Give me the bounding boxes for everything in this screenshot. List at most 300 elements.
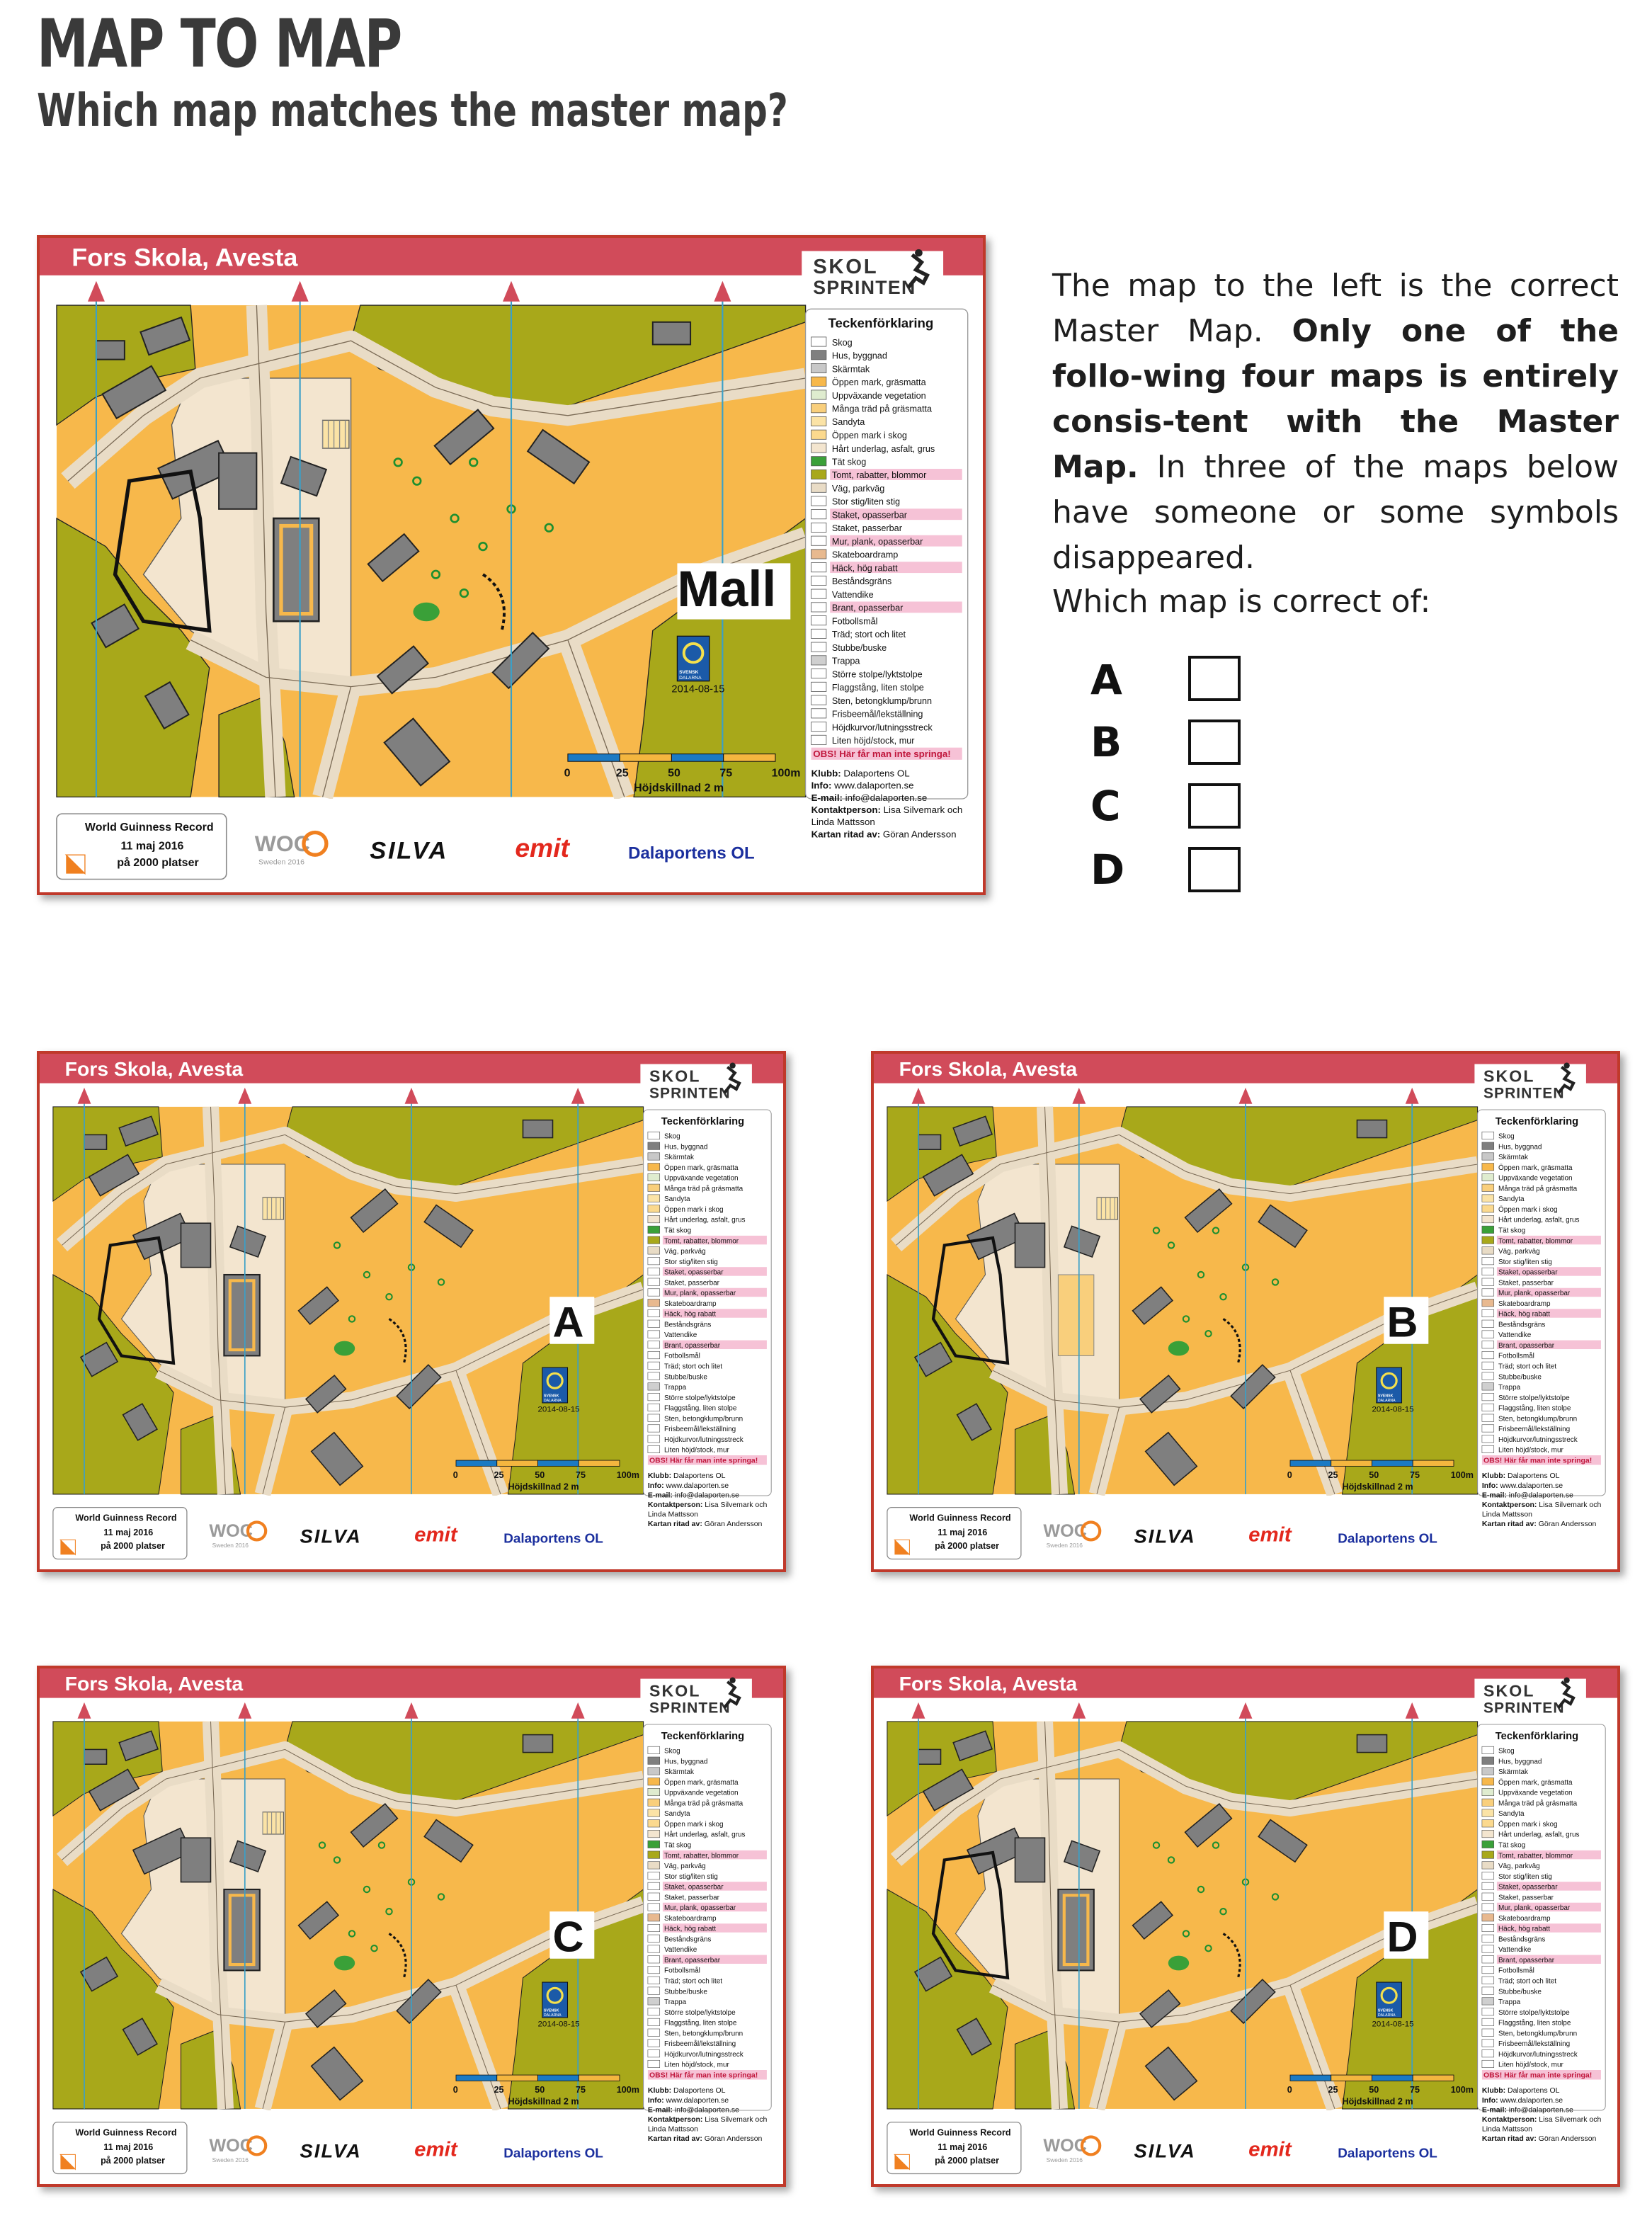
svg-text:11 maj 2016: 11 maj 2016: [103, 2142, 154, 2153]
scale-tick-label: 50: [535, 1470, 545, 1481]
info-line: Info: www.dalaporten.se: [1481, 1482, 1563, 1490]
map-date: 2014-08-15: [537, 1405, 580, 1414]
svg-text:SKOL: SKOL: [813, 256, 879, 279]
skolsprinten-logo: [640, 1062, 752, 1102]
svg-text:DALARNA: DALARNA: [1377, 2013, 1396, 2018]
legend-item-label: Skateboardramp: [664, 1914, 717, 1923]
legend-item-label: Beståndsgräns: [831, 576, 892, 587]
svg-text:Sweden 2016: Sweden 2016: [212, 1541, 249, 1549]
legend-item-label: Fotbollsmål: [1498, 1967, 1534, 1975]
legend-title: Teckenförklaring: [661, 1115, 745, 1127]
legend-item-label: Mur, plank, opasserbar: [664, 1904, 736, 1913]
legend-item-label: Skateboardramp: [1498, 1300, 1551, 1308]
legend-item-label: Skärmtak: [664, 1154, 695, 1162]
legend-item-label: Liten höjd/stock, mur: [1498, 1446, 1563, 1455]
info-line: E-mail: info@dalaporten.se: [1481, 1491, 1573, 1500]
legend-item-label: Uppväxande vegetation: [1498, 1789, 1573, 1797]
scale-tick-label: 25: [494, 1470, 504, 1481]
legend-item-label: Vattendike: [831, 589, 874, 600]
legend-item-label: Stor stig/liten stig: [664, 1258, 718, 1266]
legend-swatch: [648, 1331, 660, 1338]
instructions-part2: Only one of the follo-wing four maps is entirely consis-tent with the Master Map.: [1052, 313, 1619, 485]
svg-text:SKOL: SKOL: [649, 1681, 701, 1700]
svg-text:SPRINTEN: SPRINTEN: [813, 277, 916, 299]
info-line: Kartan ritad av: Göran Andersson: [647, 2134, 763, 2143]
legend-panel: [644, 1724, 772, 2110]
option-b-checkbox[interactable]: [1188, 720, 1241, 765]
legend-swatch: [648, 1914, 660, 1921]
legend-item-label: Brant, opasserbar: [1498, 1341, 1555, 1350]
legend-item-label: Stubbe/buske: [664, 1373, 707, 1382]
info-line: E-mail: info@dalaporten.se: [1481, 2106, 1573, 2115]
legend-swatch: [648, 1893, 660, 1900]
legend-swatch: [1482, 1195, 1494, 1202]
legend-swatch: [648, 1830, 660, 1837]
svg-text:WOC: WOC: [1043, 1521, 1087, 1542]
scale-tick-label: 0: [452, 2085, 458, 2095]
legend-swatch: [648, 2040, 660, 2047]
guinness-record-box: [57, 814, 227, 879]
legend-item-label: Brant, opasserbar: [664, 1341, 721, 1350]
legend-item-label: Stubbe/buske: [1498, 1373, 1542, 1382]
legend-swatch: [1482, 1257, 1494, 1264]
legend-item-label: Uppväxande vegetation: [664, 1174, 739, 1183]
legend-item-label: Stubbe/buske: [831, 642, 887, 653]
dalaportens-logo: Dalaportens OL: [628, 843, 755, 863]
legend-item-label: Stubbe/buske: [1498, 1988, 1542, 1996]
legend-swatch: [1482, 1278, 1494, 1285]
legend-item-label: Frisbeemål/lekställning: [664, 1426, 736, 1434]
legend-item-label: Tomt, rabatter, blommor: [1498, 1852, 1573, 1860]
legend-swatch: [811, 695, 826, 705]
legend-item-label: Hus, byggnad: [664, 1758, 708, 1766]
legend-swatch: [811, 390, 826, 399]
legend-swatch: [1482, 1956, 1494, 1963]
scale-tick-label: 25: [1328, 2085, 1338, 2095]
legend-swatch: [1482, 2040, 1494, 2047]
legend-swatch: [648, 1383, 660, 1390]
silva-logo: SILVA: [370, 837, 449, 865]
legend-swatch: [648, 1435, 660, 1443]
option-a-checkbox[interactable]: [1188, 656, 1241, 701]
legend-item-label: Skärmtak: [664, 1768, 695, 1777]
svg-text:på 2000 platser: på 2000 platser: [101, 1540, 166, 1551]
legend-item-label: Sten, betongklump/brunn: [1498, 2030, 1578, 2038]
legend-swatch: [1482, 1173, 1494, 1181]
legend-swatch: [648, 1998, 660, 2005]
legend-swatch: [811, 363, 826, 372]
legend-item-label: Flaggstång, liten stolpe: [1498, 2019, 1571, 2028]
svensk-orientering-badge: [677, 636, 709, 681]
map-title: Fors Skola, Avesta: [899, 1672, 1078, 1695]
map-title: Fors Skola, Avesta: [64, 1057, 244, 1081]
legend-swatch: [811, 457, 826, 466]
svensk-orientering-badge: [542, 1982, 568, 2018]
legend-item-label: Frisbeemål/lekställning: [664, 2040, 736, 2049]
legend-swatch: [648, 2060, 660, 2067]
svg-text:Sweden 2016: Sweden 2016: [212, 2156, 249, 2163]
legend-swatch: [811, 496, 826, 506]
legend-item-label: Flaggstång, liten stolpe: [831, 683, 924, 693]
legend-item-label: Mur, plank, opasserbar: [831, 537, 923, 547]
map-b[interactable]: [871, 1051, 1620, 1572]
instructions-part3: In three of the maps below have someone or some symbols disappeared.: [1052, 449, 1619, 576]
legend-swatch: [648, 1851, 660, 1858]
legend-swatch: [648, 1257, 660, 1264]
page-subtitle: Which map matches the master map?: [37, 85, 788, 137]
legend-swatch: [1482, 2029, 1494, 2036]
legend-item-label: Staket, passerbar: [664, 1279, 720, 1287]
legend-swatch: [1482, 1153, 1494, 1160]
info-line: Klubb: Dalaportens OL: [647, 1472, 726, 1481]
svg-text:11 maj 2016: 11 maj 2016: [120, 840, 184, 853]
svg-text:SPRINTEN: SPRINTEN: [649, 1085, 731, 1102]
legend-swatch: [648, 1300, 660, 1307]
legend-item-label: Öppen mark, gräsmatta: [1498, 1778, 1573, 1787]
svg-text:på 2000 platser: på 2000 platser: [935, 2155, 1000, 2166]
master-map: [37, 235, 986, 895]
map-a[interactable]: [37, 1051, 786, 1572]
svg-text:Sweden 2016: Sweden 2016: [1046, 1541, 1083, 1549]
legend-swatch: [811, 629, 826, 638]
legend-item-label: Uppväxande vegetation: [664, 1789, 739, 1797]
legend-swatch: [648, 1768, 660, 1775]
svensk-orientering-badge: [1377, 1982, 1402, 2018]
legend-item-label: Trappa: [1498, 1998, 1521, 2007]
legend-warning: OBS! Här får man inte springa!: [1483, 2071, 1593, 2080]
legend-swatch: [648, 1164, 660, 1171]
legend-swatch: [1482, 1351, 1494, 1358]
option-a-label: A: [1090, 656, 1122, 704]
legend-item-label: Vattendike: [664, 1946, 697, 1955]
legend-swatch: [648, 1757, 660, 1764]
orienteering-map: [887, 1702, 1478, 2109]
map-title: Fors Skola, Avesta: [899, 1057, 1078, 1081]
scale-tick-label: 50: [668, 767, 680, 780]
legend-panel: [1478, 1110, 1606, 1496]
legend-swatch: [811, 616, 826, 625]
legend-item-label: Häck, hög rabatt: [664, 1310, 717, 1319]
legend-swatch: [1482, 2018, 1494, 2025]
legend-swatch: [1482, 1830, 1494, 1837]
legend-swatch: [811, 430, 826, 439]
info-line: Linda Mattsson: [647, 2125, 699, 2134]
info-line: Info: www.dalaporten.se: [811, 780, 914, 791]
dalaportens-logo: Dalaportens OL: [1338, 1530, 1437, 1546]
map-title: Fors Skola, Avesta: [64, 1672, 244, 1695]
svg-text:SKOL: SKOL: [1483, 1067, 1535, 1086]
option-d-checkbox[interactable]: [1188, 847, 1241, 892]
legend-swatch: [648, 1809, 660, 1816]
legend-swatch: [1482, 1372, 1494, 1380]
legend-item-label: Stor stig/liten stig: [1498, 1872, 1552, 1881]
legend-swatch: [1482, 1404, 1494, 1411]
legend-item-label: Trappa: [664, 1384, 687, 1392]
scale-tick-label: 50: [1369, 2085, 1379, 2095]
legend-swatch: [648, 1987, 660, 1994]
option-c-checkbox[interactable]: [1188, 783, 1241, 829]
legend-item-label: Skateboardramp: [831, 550, 899, 560]
legend-item-label: Trappa: [1498, 1384, 1521, 1392]
legend-swatch: [1482, 1362, 1494, 1369]
scale-tick-label: 75: [719, 767, 733, 780]
legend-item-label: Staket, passerbar: [664, 1894, 720, 1902]
legend-item-label: Trappa: [831, 656, 860, 666]
instructions-text: [1052, 263, 1619, 581]
legend-item-label: Brant, opasserbar: [1498, 1956, 1555, 1964]
legend-swatch: [1482, 1331, 1494, 1338]
info-line: Linda Mattsson: [1481, 1511, 1533, 1519]
legend-title: Teckenförklaring: [661, 1730, 745, 1742]
legend-item-label: Skärmtak: [831, 364, 870, 375]
legend-item-label: Trappa: [664, 1998, 687, 2007]
legend-swatch: [1482, 1236, 1494, 1244]
legend-swatch: [1482, 1924, 1494, 1931]
legend-swatch: [811, 709, 826, 718]
svg-text:SPRINTEN: SPRINTEN: [1483, 1700, 1565, 1717]
legend-item-label: Öppen mark, gräsmatta: [831, 377, 926, 388]
svg-text:WOC: WOC: [254, 831, 310, 856]
info-line: Klubb: Dalaportens OL: [1481, 2087, 1560, 2095]
info-line: Linda Mattsson: [811, 817, 875, 828]
legend-swatch: [1482, 1393, 1494, 1400]
svg-text:SKOL: SKOL: [649, 1067, 701, 1086]
legend-item-label: Staket, opasserbar: [1498, 1883, 1558, 1892]
legend-swatch: [1482, 1799, 1494, 1806]
legend-swatch: [648, 1247, 660, 1254]
map-date: 2014-08-15: [671, 683, 725, 695]
legend-item-label: Skog: [664, 1747, 680, 1756]
legend-swatch: [648, 1872, 660, 1879]
scale-tick-label: 100m: [1450, 1470, 1474, 1481]
legend-swatch: [648, 2018, 660, 2025]
legend-item-label: Höjdkurvor/lutningsstreck: [1498, 1435, 1578, 1444]
legend-swatch: [648, 1341, 660, 1348]
guinness-record-box: [887, 1508, 1021, 1559]
legend-item-label: Hårt underlag, asfalt, grus: [1498, 1216, 1580, 1224]
silva-logo: SILVA: [1134, 2139, 1196, 2162]
legend-warning: OBS! Här får man inte springa!: [813, 748, 951, 759]
svg-text:SPRINTEN: SPRINTEN: [1483, 1085, 1565, 1102]
scale-tick-label: 0: [564, 767, 571, 780]
legend-item-label: Sten, betongklump/brunn: [1498, 1415, 1578, 1423]
legend-swatch: [1482, 1320, 1494, 1327]
legend-item-label: Sandyta: [1498, 1810, 1525, 1819]
scale-tick-label: 75: [576, 1470, 586, 1481]
legend-item-label: Mur, plank, opasserbar: [1498, 1904, 1571, 1913]
legend-swatch: [811, 443, 826, 453]
legend-swatch: [1482, 2060, 1494, 2067]
legend-item-label: Öppen mark, gräsmatta: [1498, 1164, 1573, 1172]
legend-swatch: [648, 1882, 660, 1889]
legend-swatch: [648, 1935, 660, 1942]
skolsprinten-logo: [1474, 1062, 1586, 1102]
legend-item-label: Beståndsgräns: [664, 1935, 712, 1944]
legend-swatch: [648, 1320, 660, 1327]
scale-tick-label: 50: [1369, 1470, 1379, 1481]
legend-item-label: Öppen mark, gräsmatta: [664, 1778, 739, 1787]
instructions-part1: The map to the left is the correct Master Map.: [1052, 268, 1619, 349]
legend-swatch: [811, 642, 826, 652]
legend-item-label: Brant, opasserbar: [664, 1956, 721, 1964]
map-c[interactable]: [37, 1666, 786, 2187]
info-line: Info: www.dalaporten.se: [647, 1482, 729, 1490]
legend-swatch: [811, 563, 826, 572]
legend-swatch: [811, 483, 826, 492]
legend-item-label: Väg, parkväg: [1498, 1862, 1540, 1871]
legend-swatch: [811, 576, 826, 585]
legend-swatch: [648, 1956, 660, 1963]
legend-swatch: [1482, 1872, 1494, 1879]
scale-caption: Höjdskillnad 2 m: [1342, 2096, 1413, 2107]
emit-logo: emit: [414, 1523, 457, 1547]
legend-swatch: [1482, 1383, 1494, 1390]
option-c-label: C: [1090, 782, 1121, 830]
orienteering-map: [53, 1702, 644, 2109]
legend-swatch: [1482, 1164, 1494, 1171]
legend-item-label: Öppen mark i skog: [831, 431, 907, 440]
legend-item-label: Tät skog: [831, 457, 867, 467]
legend-item-label: Staket, opasserbar: [664, 1268, 724, 1277]
legend-swatch: [811, 656, 826, 665]
scale-tick-label: 75: [1410, 2085, 1420, 2095]
orienteering-map: [57, 281, 806, 797]
silva-logo: SILVA: [300, 2139, 362, 2162]
legend-item-label: Skog: [664, 1132, 680, 1141]
legend-item-label: Höjdkurvor/lutningsstreck: [664, 1435, 744, 1444]
legend-item-label: Mur, plank, opasserbar: [664, 1290, 736, 1298]
legend-swatch: [648, 1236, 660, 1244]
legend-item-label: Väg, parkväg: [664, 1248, 706, 1256]
map-date: 2014-08-15: [1372, 1405, 1414, 1414]
silva-logo: SILVA: [1134, 1525, 1196, 1547]
legend-item-label: Tät skog: [1498, 1841, 1526, 1850]
legend-swatch: [1482, 1893, 1494, 1900]
option-d-label: D: [1090, 846, 1125, 894]
scale-caption: Höjdskillnad 2 m: [508, 2096, 579, 2107]
legend-item-label: Liten höjd/stock, mur: [664, 2061, 729, 2069]
legend-swatch: [1482, 1998, 1494, 2005]
legend-swatch: [648, 1445, 660, 1452]
legend-swatch: [648, 1215, 660, 1222]
legend-swatch: [1482, 1205, 1494, 1212]
legend-swatch: [1482, 1882, 1494, 1889]
scale-tick-label: 100m: [616, 1470, 640, 1481]
scale-tick-label: 25: [615, 767, 629, 780]
legend-item-label: Skateboardramp: [664, 1300, 717, 1308]
legend-item-label: Staket, opasserbar: [1498, 1268, 1558, 1277]
legend-swatch: [648, 1173, 660, 1181]
svg-text:11 maj 2016: 11 maj 2016: [938, 2142, 988, 2153]
info-line: E-mail: info@dalaporten.se: [647, 1491, 739, 1500]
legend-item-label: Hus, byggnad: [664, 1143, 708, 1151]
svg-text:World Guinness Record: World Guinness Record: [909, 1513, 1011, 1523]
info-line: Kontaktperson: Lisa Silvemark och: [1481, 2115, 1602, 2124]
legend-swatch: [1482, 1977, 1494, 1984]
info-line: E-mail: info@dalaporten.se: [811, 792, 928, 803]
legend-swatch: [1482, 1809, 1494, 1816]
legend-item-label: Flaggstång, liten stolpe: [664, 2019, 737, 2028]
legend-swatch: [648, 1778, 660, 1785]
legend-item-label: Tät skog: [664, 1841, 692, 1850]
dalaportens-logo: Dalaportens OL: [503, 2145, 603, 2161]
legend-swatch: [1482, 1414, 1494, 1421]
legend-item-label: Tomt, rabatter, blommor: [1498, 1237, 1573, 1246]
legend-item-label: Öppen mark i skog: [664, 1821, 724, 1829]
legend-item-label: Häck, hög rabatt: [831, 563, 898, 574]
scale-tick-label: 0: [1287, 1470, 1292, 1481]
legend-swatch: [1482, 1820, 1494, 1827]
legend-swatch: [1482, 1768, 1494, 1775]
info-line: Info: www.dalaporten.se: [647, 2096, 729, 2105]
legend-item-label: Staket, passerbar: [1498, 1279, 1554, 1287]
orienteering-map: [53, 1088, 644, 1494]
legend-item-label: Höjdkurvor/lutningsstreck: [664, 2050, 744, 2059]
legend-item-label: Vattendike: [1498, 1946, 1532, 1955]
legend-item-label: Uppväxande vegetation: [1498, 1174, 1573, 1183]
scale-caption: Höjdskillnad 2 m: [634, 782, 724, 795]
guinness-record-box: [53, 2122, 187, 2174]
legend-item-label: Beståndsgräns: [1498, 1321, 1546, 1329]
legend-item-label: Staket, passerbar: [1498, 1894, 1554, 1902]
legend-item-label: Flaggstång, liten stolpe: [1498, 1404, 1571, 1413]
legend-item-label: Stor stig/liten stig: [831, 496, 901, 507]
legend-item-label: Stor stig/liten stig: [1498, 1258, 1552, 1266]
legend-item-label: Öppen mark i skog: [1498, 1821, 1558, 1829]
legend-swatch: [648, 1362, 660, 1369]
legend-swatch: [648, 2029, 660, 2036]
svg-text:på 2000 platser: på 2000 platser: [117, 857, 199, 870]
legend-item-label: Liten höjd/stock, mur: [664, 1446, 729, 1455]
legend-item-label: Frisbeemål/lekställning: [831, 709, 923, 720]
svg-text:World Guinness Record: World Guinness Record: [84, 821, 214, 834]
legend-item-label: Skog: [1498, 1132, 1515, 1141]
svg-text:World Guinness Record: World Guinness Record: [75, 2127, 177, 2138]
legend-swatch: [1482, 1445, 1494, 1452]
legend-item-label: Tomt, rabatter, blommor: [664, 1852, 739, 1860]
svg-text:SPRINTEN: SPRINTEN: [649, 1700, 731, 1717]
legend-swatch: [1482, 1341, 1494, 1348]
info-line: Linda Mattsson: [647, 1511, 699, 1519]
svensk-orientering-badge: [1377, 1367, 1402, 1403]
legend-item-label: Skateboardramp: [1498, 1914, 1551, 1923]
emit-logo: emit: [1248, 1523, 1292, 1547]
legend-swatch: [648, 1862, 660, 1869]
legend-swatch: [1482, 1841, 1494, 1848]
svg-text:11 maj 2016: 11 maj 2016: [103, 1528, 154, 1538]
map-d[interactable]: [871, 1666, 1620, 2187]
legend-swatch: [811, 735, 826, 744]
info-line: Kontaktperson: Lisa Silvemark och: [647, 2115, 768, 2124]
legend-item-label: Hus, byggnad: [831, 351, 887, 361]
legend-swatch: [648, 1966, 660, 1973]
legend-item-label: Vattendike: [664, 1331, 697, 1340]
legend-title: Teckenförklaring: [1495, 1730, 1579, 1742]
option-b-label: B: [1090, 718, 1122, 766]
legend-swatch: [648, 2008, 660, 2015]
legend-item-label: Häck, hög rabatt: [664, 1925, 717, 1933]
legend-panel: [806, 309, 968, 799]
svg-text:på 2000 platser: på 2000 platser: [935, 1540, 1000, 1551]
emit-logo: emit: [515, 832, 569, 863]
legend-swatch: [648, 1945, 660, 1952]
info-line: Kartan ritad av: Göran Andersson: [647, 1520, 763, 1528]
svg-text:Sweden 2016: Sweden 2016: [1046, 2156, 1083, 2163]
legend-swatch: [1482, 1914, 1494, 1921]
legend-item-label: Staket, opasserbar: [664, 1883, 724, 1892]
legend-swatch: [811, 416, 826, 426]
svg-text:World Guinness Record: World Guinness Record: [75, 1513, 177, 1523]
